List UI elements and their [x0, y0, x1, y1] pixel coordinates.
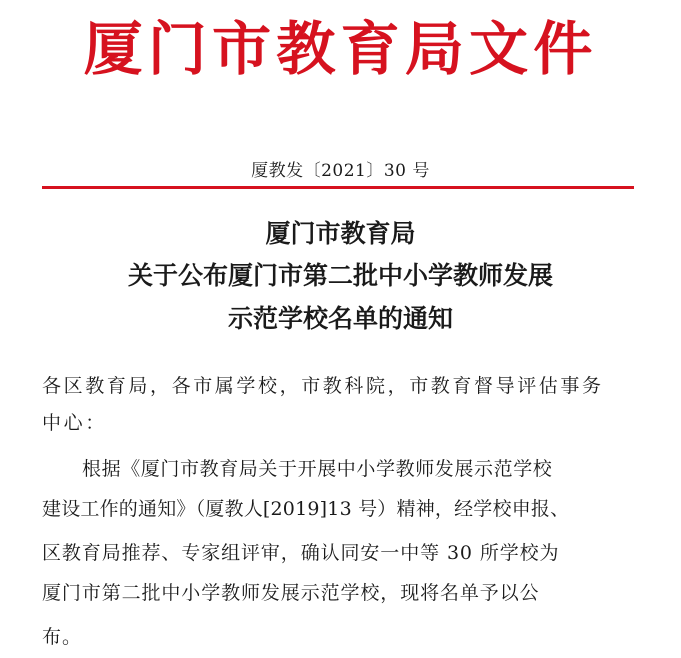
notice-title-line-1: 厦门市教育局: [265, 219, 416, 248]
notice-title-line-3: 示范学校名单的通知: [227, 304, 453, 333]
paragraph-line-4: 厦门市第二批中小学教师发展示范学校，现将名单予以公: [42, 582, 540, 604]
paragraph-line-5: 布。: [42, 626, 83, 648]
paragraph-line-2: 建设工作的通知》（厦教人[2019]13 号）精神，经学校申报、: [42, 498, 570, 520]
paragraph-line-3: 区教育局推荐、专家组评审，确认同安一中等 30 所学校为: [42, 542, 560, 564]
document-number: 厦教发〔2021〕30 号: [251, 161, 430, 181]
recipients-line-1: 各区教育局，各市属学校，市教科院，市教育督导评估事务: [42, 375, 604, 397]
red-divider-line: [42, 186, 634, 189]
recipients-line-2: 中心：: [42, 412, 107, 434]
paragraph-line-1: 根据《厦门市教育局关于开展中小学教师发展示范学校: [82, 458, 553, 480]
letterhead-title: 厦门市教育局文件: [83, 15, 598, 83]
notice-title-line-2: 关于公布厦门市第二批中小学教师发展: [127, 261, 553, 290]
